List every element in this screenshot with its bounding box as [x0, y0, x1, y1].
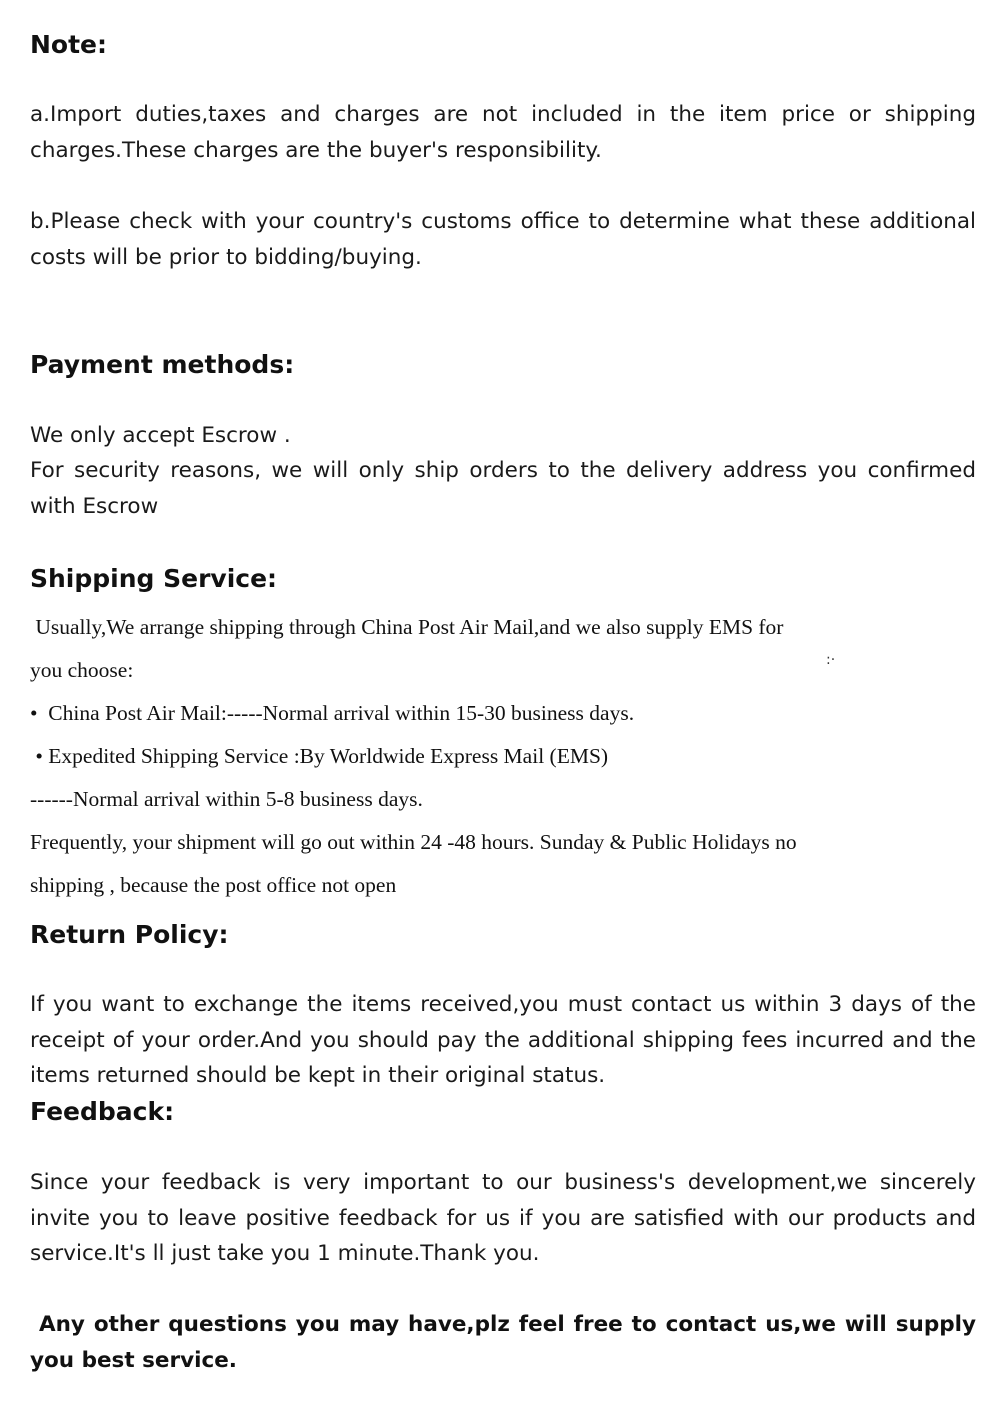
- return-policy-text: If you want to exchange the items received,you must contact us within 3 days of the receipt of your order.And you should pay the additional shipping fees incurred and the items returned should be kept in their original status.: [30, 992, 976, 1088]
- shipping-line: Usually,We arrange shipping through China Post Air Mail,and we also supply EMS for: [30, 615, 784, 639]
- note-heading: Note:: [30, 30, 108, 59]
- note-item-b: b.Please check with your country's customs office to determine what these additional costs will be prior to bidding/buying.: [30, 209, 976, 270]
- shipping-line: you choose:: [30, 658, 134, 682]
- payment-line-2: For security reasons, we will only ship orders to the delivery address you confirmed with Escrow: [30, 458, 976, 519]
- shipping-line: Frequently, your shipment will go out within 24 -48 hours. Sunday & Public Holidays no: [30, 830, 797, 854]
- payment-heading: Payment methods:: [30, 350, 295, 379]
- payment-line-1: We only accept Escrow .: [30, 423, 291, 448]
- closing-text: Any other questions you may have,plz feel free to contact us,we will supply you best service.: [30, 1312, 984, 1373]
- shipping-line: • Expedited Shipping Service :By Worldwide Express Mail (EMS): [30, 744, 609, 768]
- shipping-line: ------Normal arrival within 5-8 business days.: [30, 787, 423, 811]
- feedback-heading: Feedback:: [30, 1097, 175, 1126]
- feedback-text: Since your feedback is very important to our business's development,we sincerely invite you to leave positive feedback for us if you are satisfied with our products and service.It's ll just take you 1 minute.Thank you.: [30, 1170, 976, 1266]
- shipping-line: shipping , because the post office not open: [30, 873, 397, 897]
- note-item-a: a.Import duties,taxes and charges are not included in the item price or shipping charges.These charges are the buyer's responsibility.: [30, 102, 976, 163]
- scan-artifact-mark: :·: [826, 652, 836, 668]
- shipping-line: • China Post Air Mail:-----Normal arrival within 15-30 business days.: [30, 701, 635, 725]
- shipping-heading: Shipping Service:: [30, 564, 278, 593]
- return-policy-heading: Return Policy:: [30, 920, 229, 949]
